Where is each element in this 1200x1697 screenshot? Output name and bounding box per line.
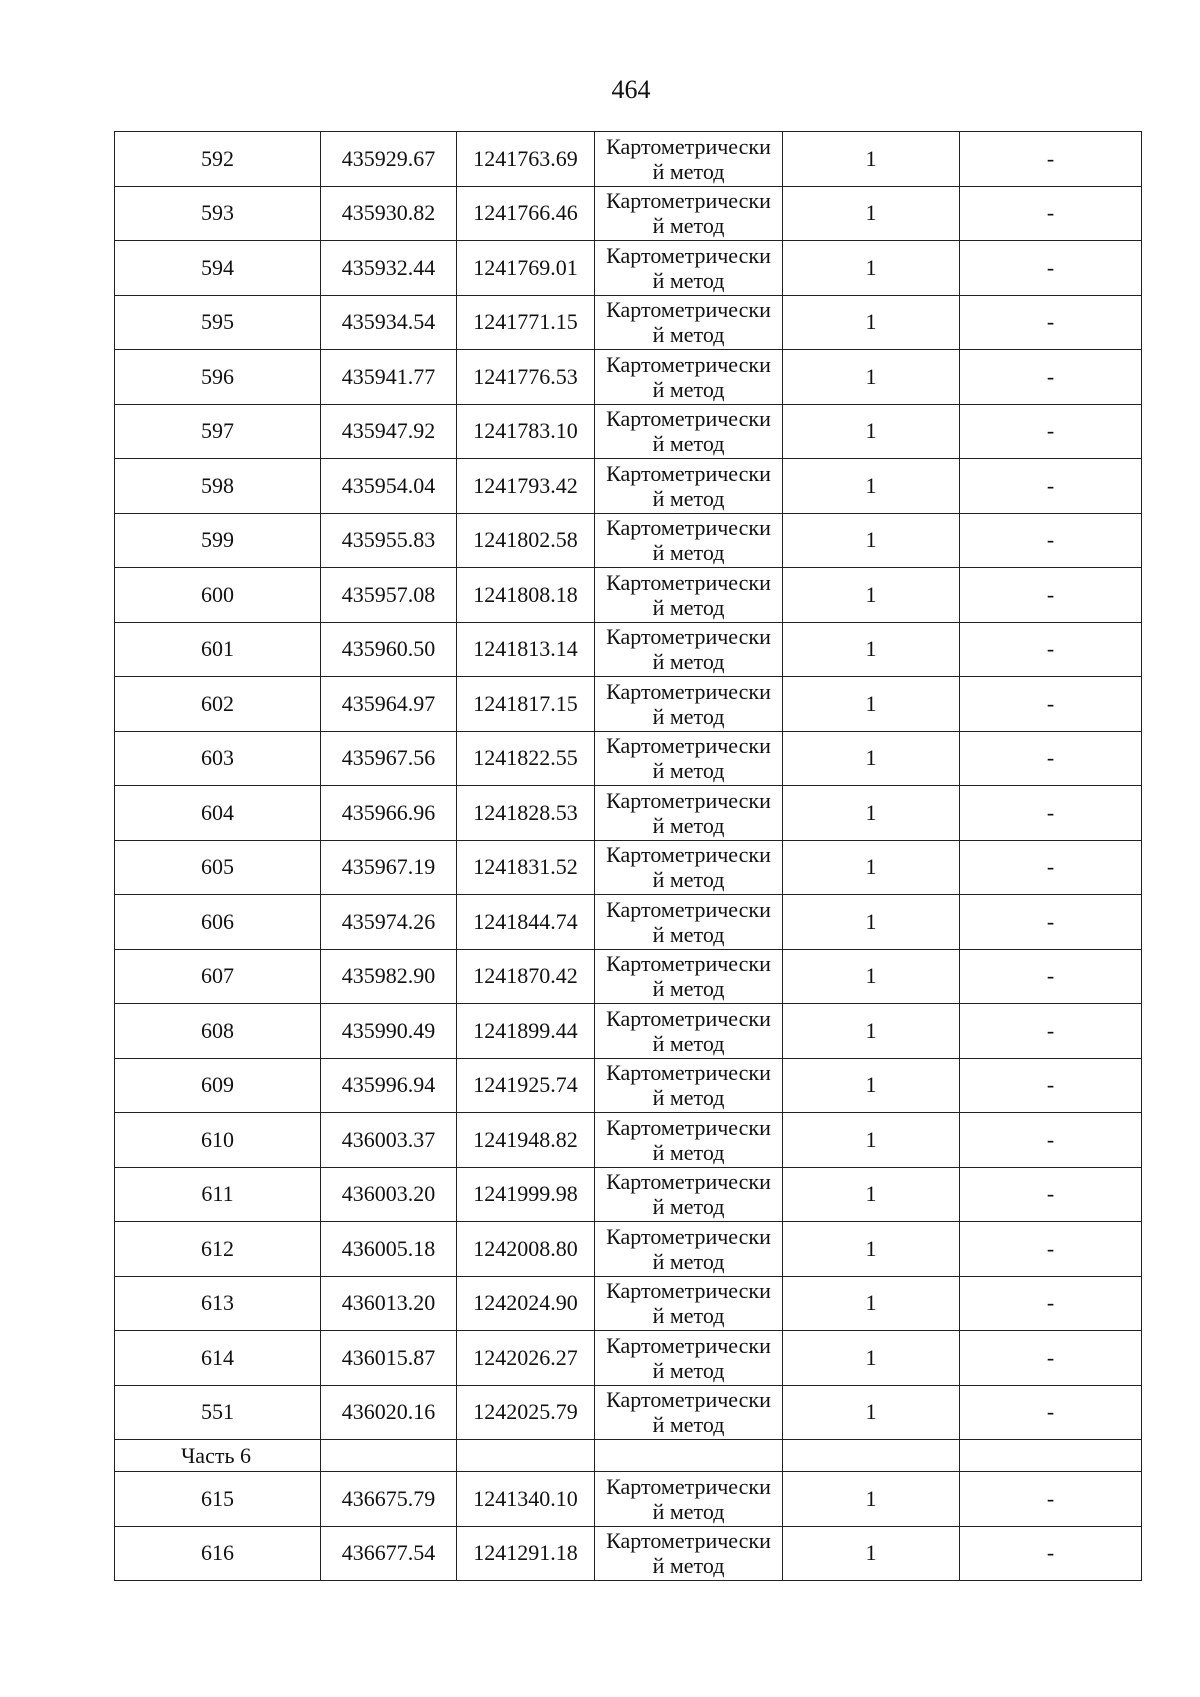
- accuracy-cell: 1: [783, 622, 960, 677]
- table-row: [115, 1167, 1142, 1222]
- method-cell: [595, 568, 783, 623]
- table-row: [115, 731, 1142, 786]
- method-cell: [595, 949, 783, 1004]
- x-coordinate-cell: 435974.26: [321, 895, 457, 950]
- table-row: [115, 404, 1142, 459]
- method-cell: [595, 1472, 783, 1527]
- y-coordinate-cell: 1241771.15: [457, 295, 595, 350]
- table-row: [115, 949, 1142, 1004]
- method-text-line1: Картометрически: [606, 460, 771, 486]
- method-text-line1: Картометрически: [606, 1332, 771, 1358]
- note-cell: -: [960, 513, 1142, 568]
- table-row: [115, 295, 1142, 350]
- method-text-line1: Картометрически: [606, 1387, 771, 1413]
- y-coordinate-cell: 1241870.42: [457, 949, 595, 1004]
- method-text-line2: й метод: [652, 213, 725, 239]
- table-row: [115, 132, 1142, 187]
- point-number-cell: 592: [115, 132, 321, 187]
- point-number-cell: 615: [115, 1472, 321, 1527]
- accuracy-cell: 1: [783, 1167, 960, 1222]
- note-cell: -: [960, 1385, 1142, 1440]
- accuracy-cell: 1: [783, 132, 960, 187]
- method-text-line2: й метод: [652, 1085, 725, 1111]
- point-number-cell: 596: [115, 350, 321, 405]
- y-coordinate-cell: 1241948.82: [457, 1113, 595, 1168]
- point-number-cell: 597: [115, 404, 321, 459]
- x-coordinate-cell: 435957.08: [321, 568, 457, 623]
- method-text-line2: й метод: [652, 1303, 725, 1329]
- y-coordinate-cell: 1241813.14: [457, 622, 595, 677]
- accuracy-cell: 1: [783, 731, 960, 786]
- note-cell: -: [960, 186, 1142, 241]
- method-text-line2: й метод: [652, 1139, 725, 1165]
- note-cell: -: [960, 731, 1142, 786]
- accuracy-cell: 1: [783, 1331, 960, 1386]
- x-coordinate-cell: 435990.49: [321, 1004, 457, 1059]
- y-coordinate-cell: 1241291.18: [457, 1526, 595, 1581]
- note-cell: -: [960, 459, 1142, 514]
- point-number-cell: 607: [115, 949, 321, 1004]
- x-coordinate-cell: 435996.94: [321, 1058, 457, 1113]
- x-coordinate-cell: 436675.79: [321, 1472, 457, 1527]
- method-text-line2: й метод: [652, 1030, 725, 1056]
- accuracy-cell: 1: [783, 1472, 960, 1527]
- point-number-cell: 601: [115, 622, 321, 677]
- accuracy-cell: 1: [783, 1058, 960, 1113]
- method-cell: [595, 1222, 783, 1277]
- table-row: [115, 241, 1142, 296]
- accuracy-cell: 1: [783, 840, 960, 895]
- accuracy-cell: 1: [783, 1004, 960, 1059]
- method-text-line2: й метод: [652, 1553, 725, 1579]
- method-text-line1: Картометрически: [606, 515, 771, 541]
- accuracy-cell: 1: [783, 1385, 960, 1440]
- point-number-cell: 600: [115, 568, 321, 623]
- note-cell: -: [960, 1167, 1142, 1222]
- table-row: [115, 350, 1142, 405]
- table-row: [115, 1526, 1142, 1581]
- method-cell: [595, 404, 783, 459]
- note-cell: -: [960, 949, 1142, 1004]
- x-coordinate-cell: 435955.83: [321, 513, 457, 568]
- point-number-cell: 608: [115, 1004, 321, 1059]
- note-cell: -: [960, 241, 1142, 296]
- note-cell: -: [960, 568, 1142, 623]
- method-text-line2: й метод: [652, 1498, 725, 1524]
- point-number-cell: 594: [115, 241, 321, 296]
- table-row: [115, 568, 1142, 623]
- x-coordinate-cell: 435929.67: [321, 132, 457, 187]
- y-coordinate-cell: 1241763.69: [457, 132, 595, 187]
- note-cell: -: [960, 786, 1142, 841]
- point-number-cell: 606: [115, 895, 321, 950]
- point-number-cell: 593: [115, 186, 321, 241]
- table-row: [115, 459, 1142, 514]
- table-row: [115, 677, 1142, 732]
- method-text-line1: Картометрически: [606, 1060, 771, 1086]
- method-text-line1: Картометрически: [606, 678, 771, 704]
- method-text-line1: Картометрически: [606, 351, 771, 377]
- x-coordinate-cell: 435947.92: [321, 404, 457, 459]
- note-cell: -: [960, 350, 1142, 405]
- method-text-line1: Картометрически: [606, 1278, 771, 1304]
- table-row: [115, 1472, 1142, 1527]
- table-row: [115, 786, 1142, 841]
- table-row: [115, 186, 1142, 241]
- method-text-line2: й метод: [652, 594, 725, 620]
- point-number-cell: 610: [115, 1113, 321, 1168]
- x-coordinate-cell: 436015.87: [321, 1331, 457, 1386]
- accuracy-cell: 1: [783, 1113, 960, 1168]
- y-coordinate-cell: 1241817.15: [457, 677, 595, 732]
- method-text-line1: Картометрически: [606, 406, 771, 432]
- coordinates-table-body: [115, 132, 1142, 1581]
- x-coordinate-cell: 435941.77: [321, 350, 457, 405]
- note-cell: -: [960, 1113, 1142, 1168]
- y-coordinate-cell: 1241831.52: [457, 840, 595, 895]
- method-cell: [595, 186, 783, 241]
- method-text-line2: й метод: [652, 540, 725, 566]
- accuracy-cell: 1: [783, 513, 960, 568]
- part-header-row: [115, 1440, 1142, 1472]
- note-cell: -: [960, 1526, 1142, 1581]
- table-row: [115, 513, 1142, 568]
- point-number-cell: 595: [115, 295, 321, 350]
- method-text-line1: Картометрически: [606, 297, 771, 323]
- method-text-line1: Картометрически: [606, 624, 771, 650]
- y-coordinate-cell: 1241828.53: [457, 786, 595, 841]
- method-text-line2: й метод: [652, 703, 725, 729]
- table-row: [115, 1004, 1142, 1059]
- method-cell: [595, 1113, 783, 1168]
- accuracy-cell: 1: [783, 568, 960, 623]
- y-coordinate-cell: 1241925.74: [457, 1058, 595, 1113]
- method-text-line1: Картометрически: [606, 1114, 771, 1140]
- y-coordinate-cell: 1242026.27: [457, 1331, 595, 1386]
- empty-cell: [595, 1440, 783, 1472]
- note-cell: -: [960, 295, 1142, 350]
- method-text-line2: й метод: [652, 376, 725, 402]
- method-cell: [595, 295, 783, 350]
- y-coordinate-cell: 1242024.90: [457, 1276, 595, 1331]
- y-coordinate-cell: 1241899.44: [457, 1004, 595, 1059]
- x-coordinate-cell: 435967.19: [321, 840, 457, 895]
- method-text-line2: й метод: [652, 1248, 725, 1274]
- method-cell: [595, 1385, 783, 1440]
- method-text-line2: й метод: [652, 158, 725, 184]
- method-cell: [595, 241, 783, 296]
- table-row: [115, 622, 1142, 677]
- accuracy-cell: 1: [783, 404, 960, 459]
- empty-cell: [457, 1440, 595, 1472]
- method-text-line2: й метод: [652, 267, 725, 293]
- method-text-line2: й метод: [652, 1194, 725, 1220]
- y-coordinate-cell: 1241999.98: [457, 1167, 595, 1222]
- method-text-line1: Картометрически: [606, 842, 771, 868]
- note-cell: -: [960, 1222, 1142, 1277]
- point-number-cell: 599: [115, 513, 321, 568]
- point-number-cell: 614: [115, 1331, 321, 1386]
- accuracy-cell: 1: [783, 1222, 960, 1277]
- y-coordinate-cell: 1241844.74: [457, 895, 595, 950]
- method-text-line1: Картометрически: [606, 1473, 771, 1499]
- note-cell: -: [960, 404, 1142, 459]
- x-coordinate-cell: 435964.97: [321, 677, 457, 732]
- page-number: 464: [611, 75, 651, 104]
- method-text-line1: Картометрически: [606, 1528, 771, 1554]
- point-number-cell: 598: [115, 459, 321, 514]
- y-coordinate-cell: 1241783.10: [457, 404, 595, 459]
- y-coordinate-cell: 1242025.79: [457, 1385, 595, 1440]
- note-cell: -: [960, 1276, 1142, 1331]
- accuracy-cell: 1: [783, 786, 960, 841]
- point-number-cell: 609: [115, 1058, 321, 1113]
- table-row: [115, 1113, 1142, 1168]
- empty-cell: [783, 1440, 960, 1472]
- table-row: [115, 1331, 1142, 1386]
- x-coordinate-cell: 435934.54: [321, 295, 457, 350]
- x-coordinate-cell: 436003.20: [321, 1167, 457, 1222]
- method-text-line2: й метод: [652, 976, 725, 1002]
- x-coordinate-cell: 435967.56: [321, 731, 457, 786]
- point-number-cell: 612: [115, 1222, 321, 1277]
- note-cell: -: [960, 1058, 1142, 1113]
- method-cell: [595, 840, 783, 895]
- method-text-line1: Картометрически: [606, 133, 771, 159]
- x-coordinate-cell: 436020.16: [321, 1385, 457, 1440]
- method-text-line2: й метод: [652, 1357, 725, 1383]
- table-row: [115, 895, 1142, 950]
- note-cell: -: [960, 132, 1142, 187]
- note-cell: -: [960, 677, 1142, 732]
- method-text-line1: Картометрически: [606, 896, 771, 922]
- y-coordinate-cell: 1241766.46: [457, 186, 595, 241]
- method-cell: [595, 350, 783, 405]
- method-cell: [595, 513, 783, 568]
- method-cell: [595, 459, 783, 514]
- x-coordinate-cell: 435960.50: [321, 622, 457, 677]
- table-row: [115, 1276, 1142, 1331]
- method-text-line2: й метод: [652, 1412, 725, 1438]
- point-number-cell: 604: [115, 786, 321, 841]
- accuracy-cell: 1: [783, 949, 960, 1004]
- method-text-line1: Картометрически: [606, 569, 771, 595]
- method-cell: [595, 786, 783, 841]
- point-number-cell: 551: [115, 1385, 321, 1440]
- note-cell: -: [960, 1331, 1142, 1386]
- accuracy-cell: 1: [783, 1526, 960, 1581]
- y-coordinate-cell: 1241802.58: [457, 513, 595, 568]
- method-cell: [595, 1004, 783, 1059]
- method-cell: [595, 1167, 783, 1222]
- accuracy-cell: 1: [783, 186, 960, 241]
- x-coordinate-cell: 435930.82: [321, 186, 457, 241]
- point-number-cell: 611: [115, 1167, 321, 1222]
- note-cell: -: [960, 840, 1142, 895]
- x-coordinate-cell: 435966.96: [321, 786, 457, 841]
- method-text-line2: й метод: [652, 322, 725, 348]
- method-text-line1: Картометрически: [606, 1005, 771, 1031]
- method-cell: [595, 622, 783, 677]
- empty-cell: [960, 1440, 1142, 1472]
- method-cell: [595, 132, 783, 187]
- y-coordinate-cell: 1241769.01: [457, 241, 595, 296]
- method-text-line2: й метод: [652, 867, 725, 893]
- x-coordinate-cell: 436005.18: [321, 1222, 457, 1277]
- table-row: [115, 1385, 1142, 1440]
- y-coordinate-cell: 1241340.10: [457, 1472, 595, 1527]
- method-text-line1: Картометрически: [606, 951, 771, 977]
- x-coordinate-cell: 436013.20: [321, 1276, 457, 1331]
- x-coordinate-cell: 435954.04: [321, 459, 457, 514]
- accuracy-cell: 1: [783, 677, 960, 732]
- accuracy-cell: 1: [783, 295, 960, 350]
- note-cell: -: [960, 1004, 1142, 1059]
- point-number-cell: 605: [115, 840, 321, 895]
- method-text-line1: Картометрически: [606, 733, 771, 759]
- accuracy-cell: 1: [783, 1276, 960, 1331]
- point-number-cell: 602: [115, 677, 321, 732]
- x-coordinate-cell: 436677.54: [321, 1526, 457, 1581]
- point-number-cell: 613: [115, 1276, 321, 1331]
- method-text-line2: й метод: [652, 431, 725, 457]
- method-cell: [595, 1058, 783, 1113]
- note-cell: -: [960, 895, 1142, 950]
- point-number-cell: 616: [115, 1526, 321, 1581]
- method-cell: [595, 1331, 783, 1386]
- method-cell: [595, 1526, 783, 1581]
- method-text-line1: Картометрически: [606, 242, 771, 268]
- method-text-line1: Картометрически: [606, 1223, 771, 1249]
- y-coordinate-cell: 1241822.55: [457, 731, 595, 786]
- method-text-line1: Картометрически: [606, 188, 771, 214]
- note-cell: -: [960, 622, 1142, 677]
- method-text-line1: Картометрически: [606, 787, 771, 813]
- point-number-cell: 603: [115, 731, 321, 786]
- table-row: [115, 840, 1142, 895]
- y-coordinate-cell: 1241808.18: [457, 568, 595, 623]
- accuracy-cell: 1: [783, 459, 960, 514]
- method-text-line2: й метод: [652, 649, 725, 675]
- x-coordinate-cell: 435932.44: [321, 241, 457, 296]
- method-text-line2: й метод: [652, 758, 725, 784]
- method-text-line2: й метод: [652, 812, 725, 838]
- table-row: [115, 1222, 1142, 1277]
- method-cell: [595, 1276, 783, 1331]
- note-cell: -: [960, 1472, 1142, 1527]
- method-cell: [595, 677, 783, 732]
- coordinates-table: [114, 131, 1142, 1581]
- y-coordinate-cell: 1241793.42: [457, 459, 595, 514]
- y-coordinate-cell: 1242008.80: [457, 1222, 595, 1277]
- empty-cell: [321, 1440, 457, 1472]
- accuracy-cell: 1: [783, 241, 960, 296]
- y-coordinate-cell: 1241776.53: [457, 350, 595, 405]
- x-coordinate-cell: 435982.90: [321, 949, 457, 1004]
- method-text-line2: й метод: [652, 921, 725, 947]
- accuracy-cell: 1: [783, 895, 960, 950]
- table-row: [115, 1058, 1142, 1113]
- method-cell: [595, 731, 783, 786]
- part-label-cell: Часть 6: [115, 1440, 321, 1472]
- method-text-line1: Картометрически: [606, 1169, 771, 1195]
- accuracy-cell: 1: [783, 350, 960, 405]
- method-cell: [595, 895, 783, 950]
- method-text-line2: й метод: [652, 485, 725, 511]
- x-coordinate-cell: 436003.37: [321, 1113, 457, 1168]
